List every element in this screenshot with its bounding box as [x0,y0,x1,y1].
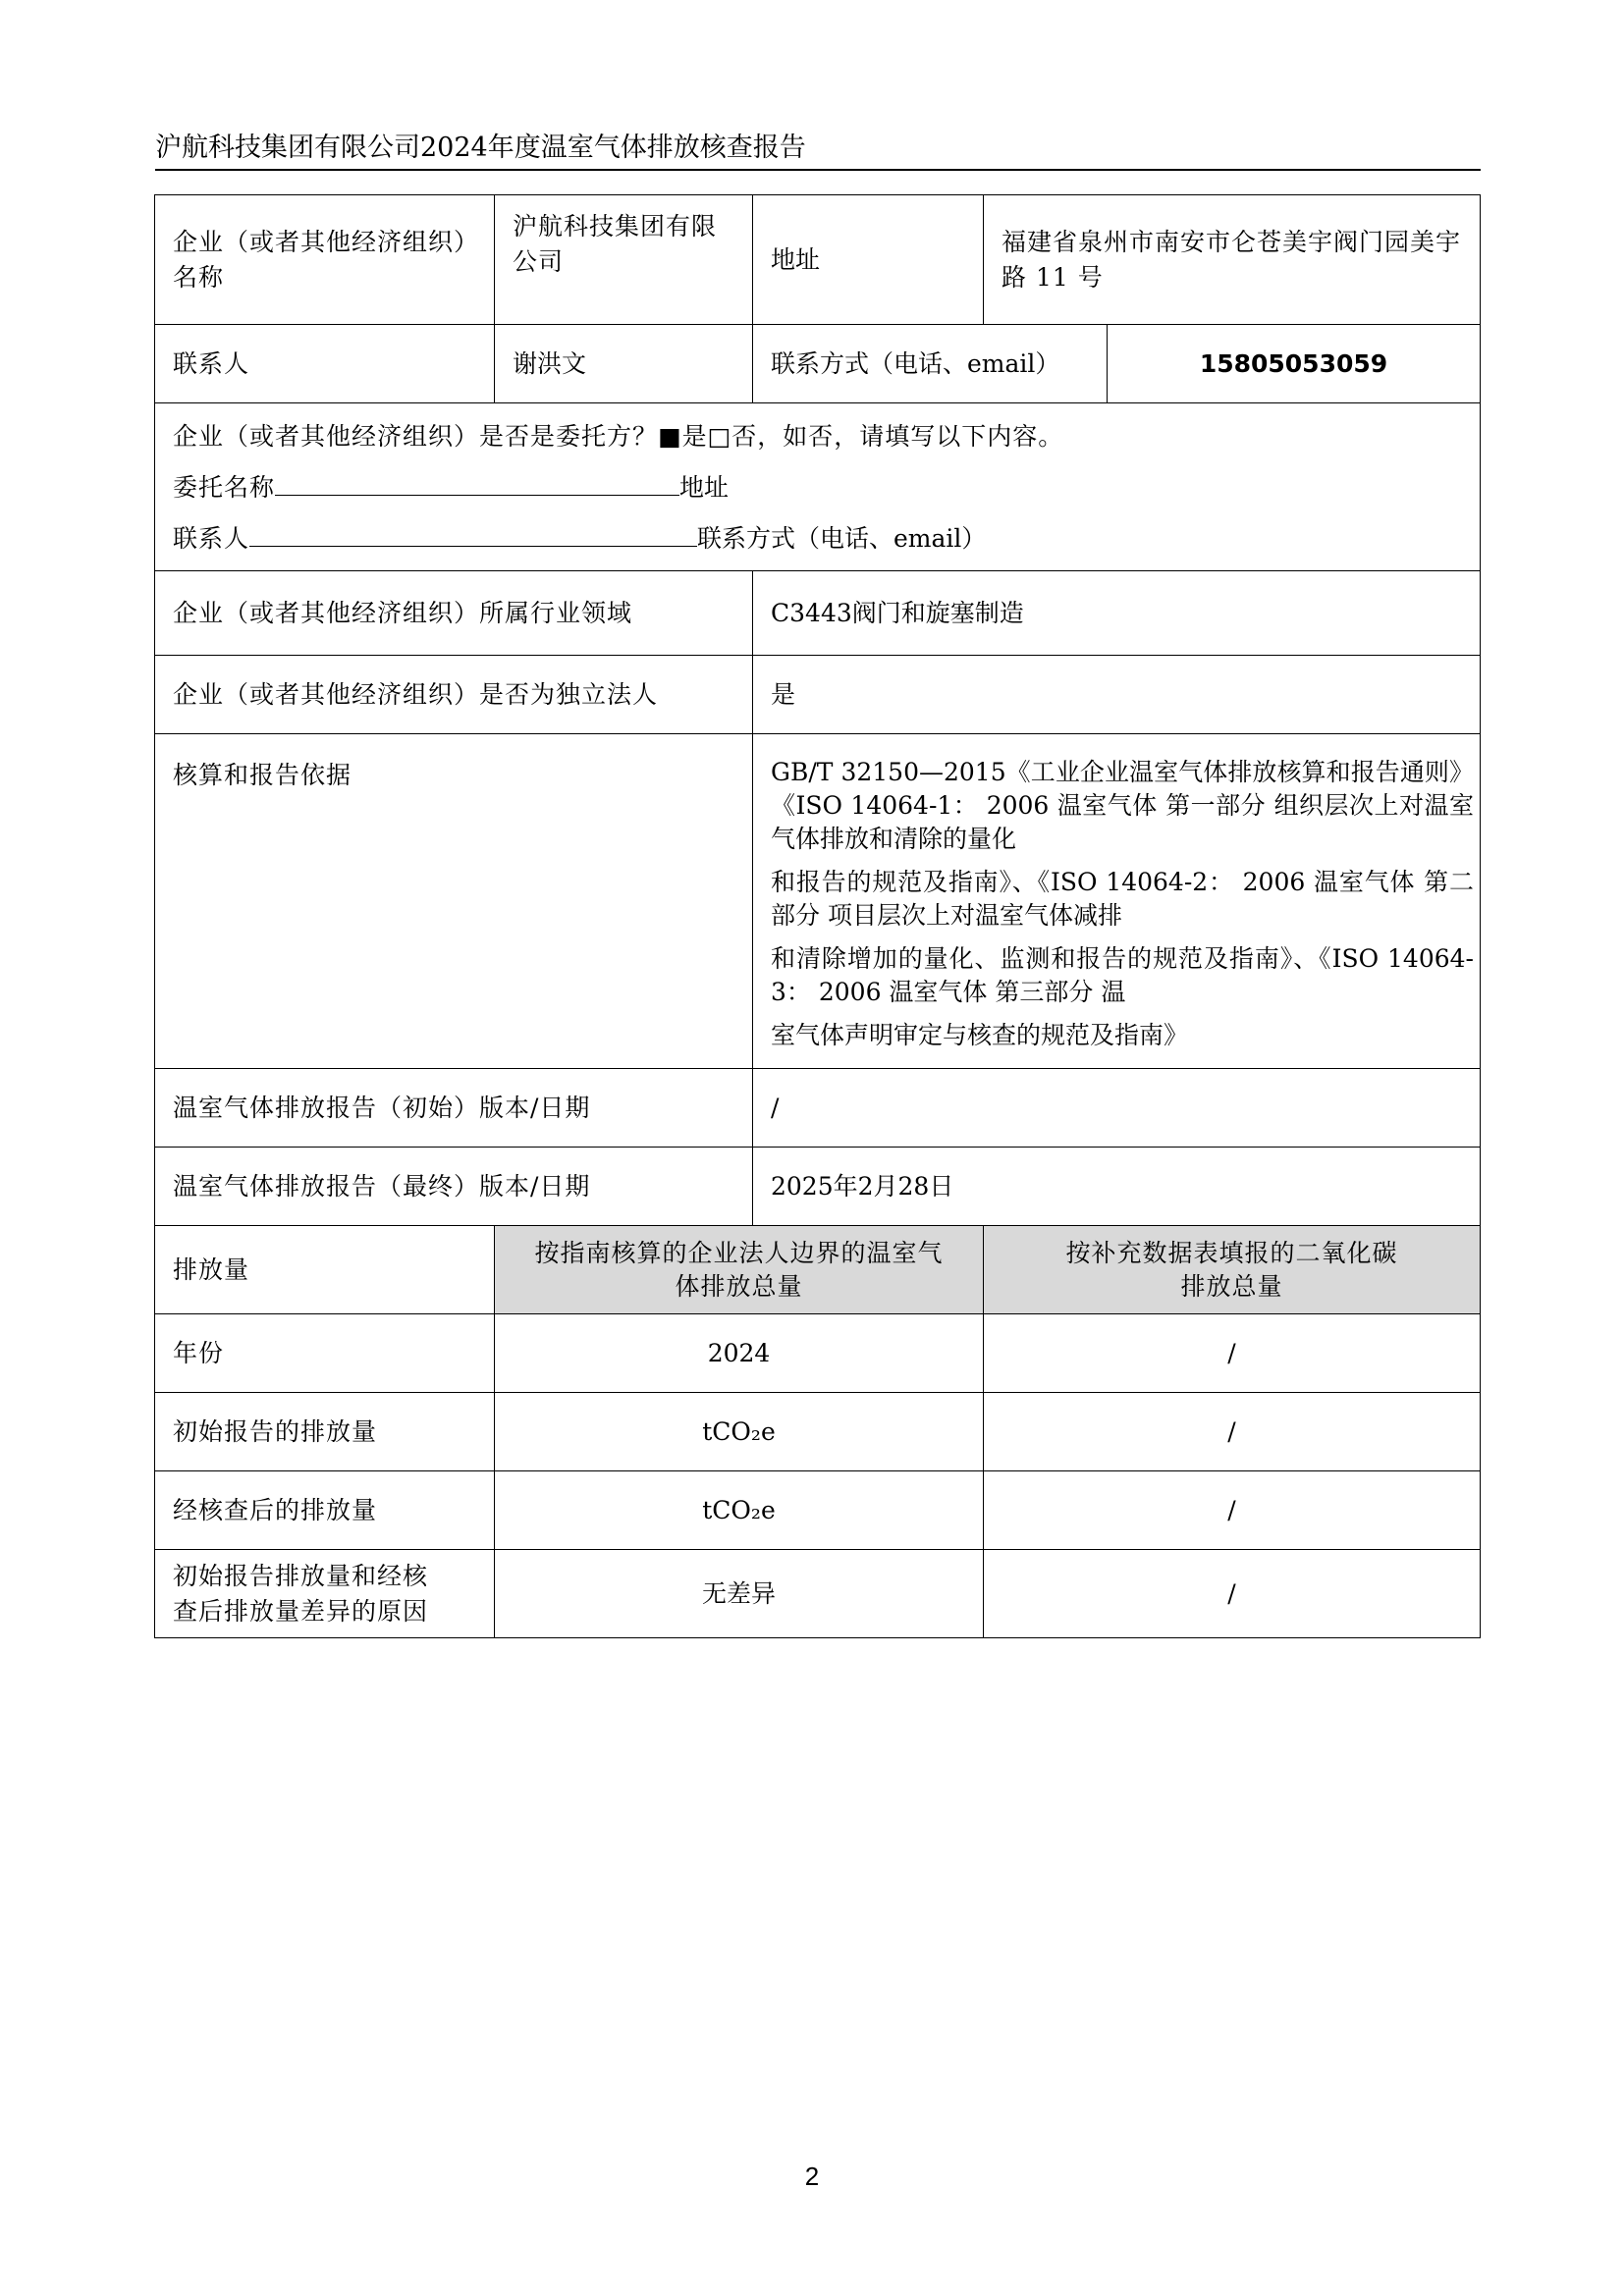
entrust-contact-line [173,513,1462,564]
contact-row [155,325,1481,403]
row-value-2: / [984,1314,1481,1393]
basis-paragraph: 室气体声明审定与核查的规范及指南》 [771,1021,1189,1049]
page-number: 2 [804,2162,820,2191]
row-value-1: 2024 [495,1314,984,1393]
basis-row [155,734,1481,1069]
company-name: 沪航科技集团有限公司 [495,195,753,325]
row-label-line: 初始报告排放量和经核 [173,1561,429,1590]
emission-header-row [155,1226,1481,1314]
basis-paragraph: 和清除增加的量化、监测和报告的规范及指南》、《ISO 14064-3： 2006 温室气体 第三部分 温 [771,944,1474,1006]
entrust-name-label: 委托名称 [173,473,276,502]
contact-value: 谢洪文 [495,325,753,403]
emission-col2-line: 排放总量 [1180,1271,1283,1301]
entrust-section [155,403,1481,571]
entrust-phone-label: 联系方式（电话、email） [697,524,987,553]
contact-label: 联系人 [155,325,495,403]
final-report-label: 温室气体排放报告（最终）版本/日期 [155,1148,753,1226]
row-label [155,1550,495,1638]
row-value-1: tCO₂e [495,1393,984,1471]
entrust-question: 企业（或者其他经济组织）是否是委托方？■是□否，如否，请填写以下内容。 [173,422,1064,451]
final-report-row [155,1148,1481,1226]
basis-paragraph: 和报告的规范及指南》、《ISO 14064-2： 2006 温室气体 第二部分 项目层次上对温室气体减排 [771,868,1474,930]
verification-info-table [154,194,1481,1638]
phone-value: 15805053059 [1108,325,1481,403]
entrust-name-blank [275,467,679,496]
basis-label: 核算和报告依据 [155,734,753,1069]
industry-value: C3443阀门和旋塞制造 [753,571,1481,656]
row-value-2: / [984,1471,1481,1550]
entrust-contact-label: 联系人 [173,524,250,553]
industry-row [155,571,1481,656]
emission-col2-line: 按补充数据表填报的二氧化碳 [1065,1238,1398,1267]
address-label: 地址 [753,195,984,325]
table-row [155,1471,1481,1550]
entrust-address-label: 地址 [679,473,730,502]
table-row [155,1314,1481,1393]
row-value-1: 无差异 [495,1550,984,1638]
row-label: 经核查后的排放量 [155,1471,495,1550]
phone-label: 联系方式（电话、email） [753,325,1108,403]
address-value: 福建省泉州市南安市仑苍美宇阀门园美宇路 11 号 [984,195,1481,325]
emission-col2-header [984,1226,1481,1314]
row-label-line: 查后排放量差异的原因 [173,1596,429,1626]
emission-col1-line: 按指南核算的企业法人边界的温室气 [534,1238,944,1267]
entrust-name-line [173,462,1462,513]
row-label: 年份 [155,1314,495,1393]
emission-col1-header [495,1226,984,1314]
industry-label: 企业（或者其他经济组织）所属行业领域 [155,571,753,656]
initial-report-value: / [753,1069,1481,1148]
company-name-label: 企业（或者其他经济组织）名称 [155,195,495,325]
table-row [155,1550,1481,1638]
row-value-1: tCO₂e [495,1471,984,1550]
initial-report-row [155,1069,1481,1148]
legal-label: 企业（或者其他经济组织）是否为独立法人 [155,656,753,734]
legal-value: 是 [753,656,1481,734]
legal-row [155,656,1481,734]
final-report-value: 2025年2月28日 [753,1148,1481,1226]
entrust-row [155,403,1481,571]
basis-content [753,734,1481,1069]
table-row [155,1393,1481,1471]
page-header: 沪航科技集团有限公司2024年度温室气体排放核查报告 [155,132,1481,171]
emission-label: 排放量 [155,1226,495,1314]
row-value-2: / [984,1393,1481,1471]
initial-report-label: 温室气体排放报告（初始）版本/日期 [155,1069,753,1148]
row-value-2: / [984,1550,1481,1638]
basis-paragraph: GB/T 32150—2015《工业企业温室气体排放核算和报告通则》《ISO 14064-1： 2006 温室气体 第一部分 组织层次上对温室气体排放和清除的量化 [771,758,1474,853]
entrust-contact-blank [249,518,697,547]
company-row [155,195,1481,325]
row-label: 初始报告的排放量 [155,1393,495,1471]
emission-col1-line: 体排放总量 [675,1271,803,1301]
